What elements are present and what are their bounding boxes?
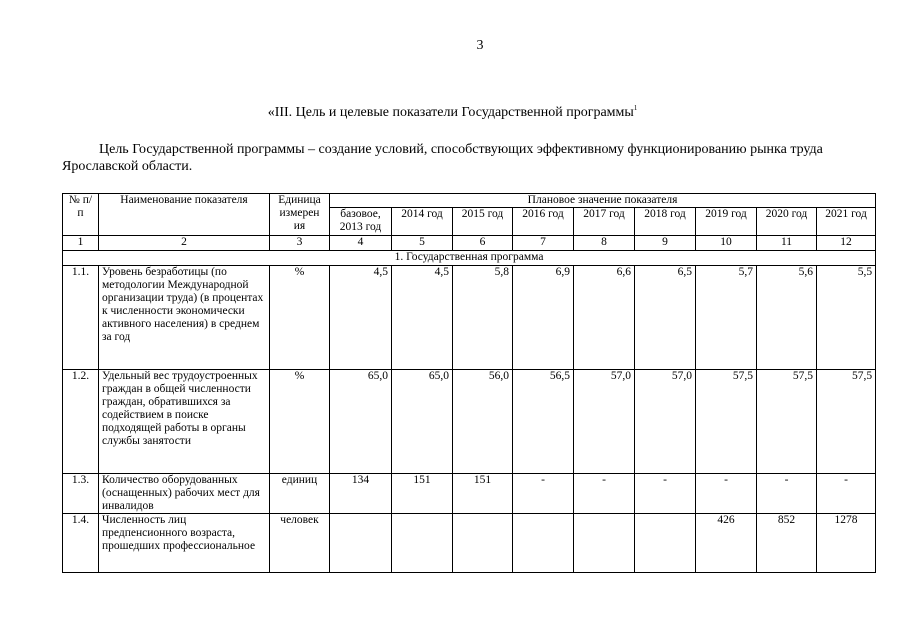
row-value: 1278 xyxy=(817,514,876,573)
row-value: 4,5 xyxy=(330,266,392,370)
row-value: 56,5 xyxy=(513,370,574,474)
header-year: 2014 год xyxy=(392,208,453,236)
row-value: 5,8 xyxy=(453,266,513,370)
row-value: 151 xyxy=(392,474,453,514)
row-value: 426 xyxy=(696,514,757,573)
row-value xyxy=(574,514,635,573)
row-value: - xyxy=(635,474,696,514)
column-number: 4 xyxy=(330,236,392,251)
header-plan: Плановое значение показателя xyxy=(330,194,876,208)
column-number: 3 xyxy=(270,236,330,251)
row-value: 56,0 xyxy=(453,370,513,474)
row-value: 57,0 xyxy=(574,370,635,474)
column-number: 11 xyxy=(757,236,817,251)
column-number: 10 xyxy=(696,236,757,251)
header-year: 2020 год xyxy=(757,208,817,236)
row-name: Уровень безработицы (по методологии Международной организации труда) (в процентах к численности экономически активного населения) в среднем за год xyxy=(99,266,270,370)
header-year: 2021 год xyxy=(817,208,876,236)
row-value: 57,5 xyxy=(757,370,817,474)
row-value: 6,9 xyxy=(513,266,574,370)
heading-footnote-marker: 1 xyxy=(633,104,638,112)
row-value: 4,5 xyxy=(392,266,453,370)
indicators-table xyxy=(62,193,876,573)
row-value: 6,6 xyxy=(574,266,635,370)
row-value xyxy=(330,514,392,573)
section-row xyxy=(63,251,876,266)
row-name: Численность лиц предпенсионного возраста, прошедших профессиональное xyxy=(99,514,270,573)
row-value: 65,0 xyxy=(392,370,453,474)
header-year: 2018 год xyxy=(635,208,696,236)
row-value: 57,5 xyxy=(696,370,757,474)
column-number: 7 xyxy=(513,236,574,251)
table-row xyxy=(63,514,876,573)
row-num: 1.2. xyxy=(63,370,99,474)
header-year: 2016 год xyxy=(513,208,574,236)
page-number: 3 xyxy=(476,38,484,53)
header-num: № п/п xyxy=(63,194,99,236)
table-row xyxy=(63,266,876,370)
table-row xyxy=(63,370,876,474)
row-value: 5,7 xyxy=(696,266,757,370)
row-unit: % xyxy=(270,266,330,370)
row-unit: человек xyxy=(270,514,330,573)
header-year: 2017 год xyxy=(574,208,635,236)
column-number: 8 xyxy=(574,236,635,251)
row-value: 5,5 xyxy=(817,266,876,370)
row-name: Количество оборудованных (оснащенных) рабочих мест для инвалидов xyxy=(99,474,270,514)
header-year: 2019 год xyxy=(696,208,757,236)
row-num: 1.4. xyxy=(63,514,99,573)
column-number: 1 xyxy=(63,236,99,251)
row-value: 6,5 xyxy=(635,266,696,370)
section-title: 1. Государственная программа xyxy=(63,251,876,266)
section-heading xyxy=(0,104,905,121)
table-header-row xyxy=(63,194,876,208)
row-num: 1.3. xyxy=(63,474,99,514)
row-value: 5,6 xyxy=(757,266,817,370)
row-value: - xyxy=(513,474,574,514)
column-number: 12 xyxy=(817,236,876,251)
intro-paragraph: Цель Государственной программы – создание условий, способствующих эффективному функционированию рынка труда Ярославской области. xyxy=(62,142,823,174)
row-value: 65,0 xyxy=(330,370,392,474)
row-value xyxy=(635,514,696,573)
heading-text: «III. Цель и целевые показатели Государственной программы xyxy=(267,105,634,120)
row-value xyxy=(453,514,513,573)
column-number: 6 xyxy=(453,236,513,251)
row-name: Удельный вес трудоустроенных граждан в общей численности граждан, обратившихся за содействием в поиске подходящей работы в органы службы занятости xyxy=(99,370,270,474)
row-value: - xyxy=(574,474,635,514)
column-number: 9 xyxy=(635,236,696,251)
column-numbers-row xyxy=(63,236,876,251)
row-unit: единиц xyxy=(270,474,330,514)
header-year: 2015 год xyxy=(453,208,513,236)
header-name: Наименование показателя xyxy=(99,194,270,236)
table-row xyxy=(63,474,876,514)
row-value: 151 xyxy=(453,474,513,514)
row-value: - xyxy=(757,474,817,514)
row-value xyxy=(392,514,453,573)
row-value: 852 xyxy=(757,514,817,573)
row-value: - xyxy=(817,474,876,514)
row-unit: % xyxy=(270,370,330,474)
row-value: 57,5 xyxy=(817,370,876,474)
row-value: 57,0 xyxy=(635,370,696,474)
header-year: базовое, 2013 год xyxy=(330,208,392,236)
row-value xyxy=(513,514,574,573)
row-value: - xyxy=(696,474,757,514)
row-value: 134 xyxy=(330,474,392,514)
column-number: 5 xyxy=(392,236,453,251)
header-unit: Единица измерен ия xyxy=(270,194,330,236)
row-num: 1.1. xyxy=(63,266,99,370)
column-number: 2 xyxy=(99,236,270,251)
